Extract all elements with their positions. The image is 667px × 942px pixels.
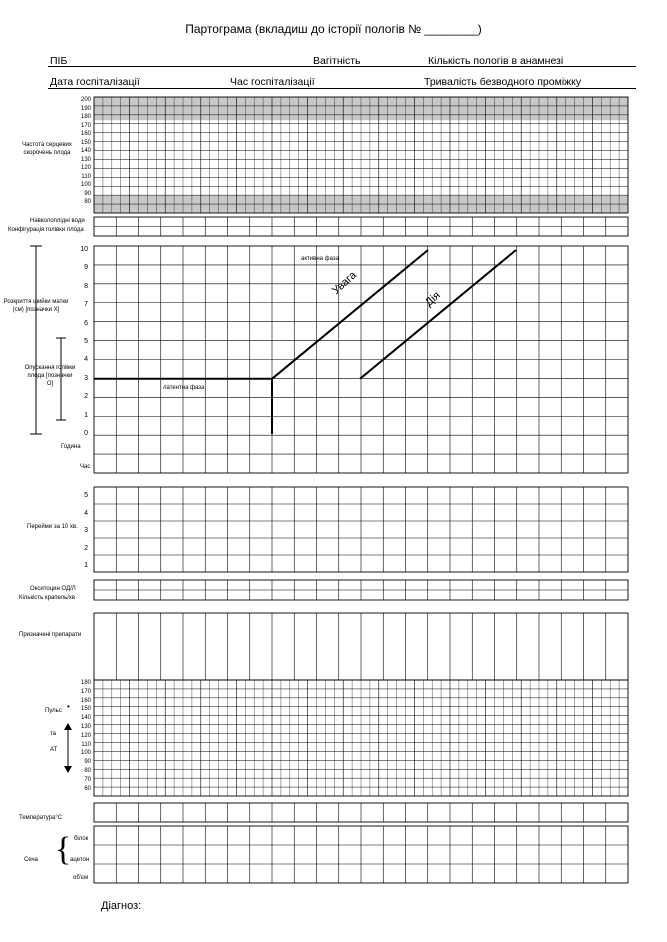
contractions-tick: 1 [84, 562, 88, 569]
cervix-tick: 0 [84, 430, 88, 437]
vitals-tick: 120 [80, 732, 91, 739]
urine-volume-label: об'єм [73, 875, 89, 881]
cervix-tick: 10 [80, 246, 88, 253]
head-config-label: Конфігурація голівки плода [8, 227, 84, 233]
latent-phase-label: латентна фаза [163, 385, 205, 391]
drugs-label: Призначені препарати [19, 632, 82, 638]
cervix-tick: 1 [84, 411, 88, 419]
and-label: та [50, 731, 57, 737]
cervix-tick: 2 [84, 393, 88, 401]
fetal-heart-tick: 190 [80, 105, 91, 112]
fetal-heart-tick: 100 [80, 182, 91, 188]
fetal-heart-tick: 160 [80, 131, 91, 137]
pulse-dot-icon: • [67, 702, 70, 711]
diagnosis-label: Діагноз: [101, 900, 142, 912]
contractions-tick: 5 [84, 492, 88, 499]
fetal-heart-tick: 130 [80, 156, 91, 163]
fetal-heart-label: Частота серцевих скорочень плода [22, 142, 72, 156]
bp-arrow-down-icon [64, 766, 72, 773]
contractions-tick: 4 [84, 509, 88, 517]
oxytocin-drops-label: Кількість крапель/хв [19, 595, 76, 601]
contractions-tick: 2 [84, 544, 88, 552]
fetal-heart-tick: 170 [80, 122, 91, 129]
pregnancy-label: Вагітність [313, 55, 361, 67]
vitals-tick: 80 [84, 768, 91, 774]
vitals-tick: 170 [80, 688, 91, 695]
fetal-heart-tick: 90 [84, 190, 91, 197]
page-title: Партограма (вкладиш до історії пологів № ________) [185, 22, 482, 36]
fetal-heart-tick: 120 [80, 165, 91, 171]
temperature-label: Температура°С [19, 815, 63, 821]
cervix-tick: 7 [84, 301, 88, 309]
vitals-tick: 60 [84, 785, 91, 792]
admission-date-label: Дата госпіталізації [50, 76, 140, 88]
vitals-tick: 110 [81, 741, 91, 748]
contractions-tick: 3 [84, 527, 88, 534]
cervix-tick: 8 [84, 282, 88, 290]
fetal-heart-tick: 80 [84, 199, 91, 205]
bp-label: АТ [50, 747, 58, 753]
urine-label: Сеча [24, 857, 38, 863]
fetal-heart-tick: 180 [80, 114, 91, 120]
urine-acetone-label: ацетон [70, 857, 90, 863]
active-phase-label: активна фаза [301, 256, 339, 262]
vitals-tick: 160 [80, 697, 91, 704]
vitals-tick: 150 [80, 706, 91, 713]
cervix-tick: 4 [84, 356, 88, 364]
pulse-label: Пульс [45, 708, 62, 714]
hour-label: Година [61, 444, 81, 450]
cervix-tick: 5 [84, 338, 88, 345]
vitals-tick: 90 [84, 759, 91, 766]
fetal-heart-tick: 140 [80, 148, 91, 154]
time-label: Час [80, 464, 91, 470]
dry-period-label: Тривалість безводного проміжку [424, 76, 582, 88]
bp-arrow-up-icon [64, 723, 72, 730]
cervix-tick: 3 [84, 374, 88, 382]
cervix-tick: 6 [84, 319, 88, 327]
contractions-label: Перейми за 10 хв. [27, 524, 78, 530]
vitals-tick: 100 [80, 750, 91, 757]
vitals-tick: 70 [84, 776, 91, 783]
urine-protein-label: білок [74, 836, 89, 842]
oxytocin-units-label: Окситоцин ОД/Л [30, 586, 76, 592]
vitals-tick: 130 [80, 724, 91, 730]
fetal-heart-tick: 150 [80, 139, 91, 146]
births-count-label: Кількість пологів в анамнезі [428, 55, 564, 67]
fetal-heart-tick: 110 [81, 173, 91, 180]
action-line-label: Дія [423, 289, 443, 309]
fetal-heart-tick: 200 [80, 97, 91, 103]
vitals-tick: 180 [80, 680, 91, 686]
amniotic-water-label: Навколоплідні води [30, 218, 85, 224]
patient-name-label: ПІБ [50, 55, 68, 67]
head-descent-label: Опускання голівки плода [позначки О] [24, 365, 76, 387]
cervix-dilation-label: Розкриття шийки матки (см) [позначки Х] [3, 299, 69, 313]
vitals-tick: 140 [80, 715, 91, 722]
cervix-tick: 9 [84, 264, 88, 272]
urine-brace-icon: { [55, 831, 72, 868]
alert-line-label: Увага [330, 269, 359, 297]
admission-time-label: Час госпіталізації [230, 76, 315, 88]
